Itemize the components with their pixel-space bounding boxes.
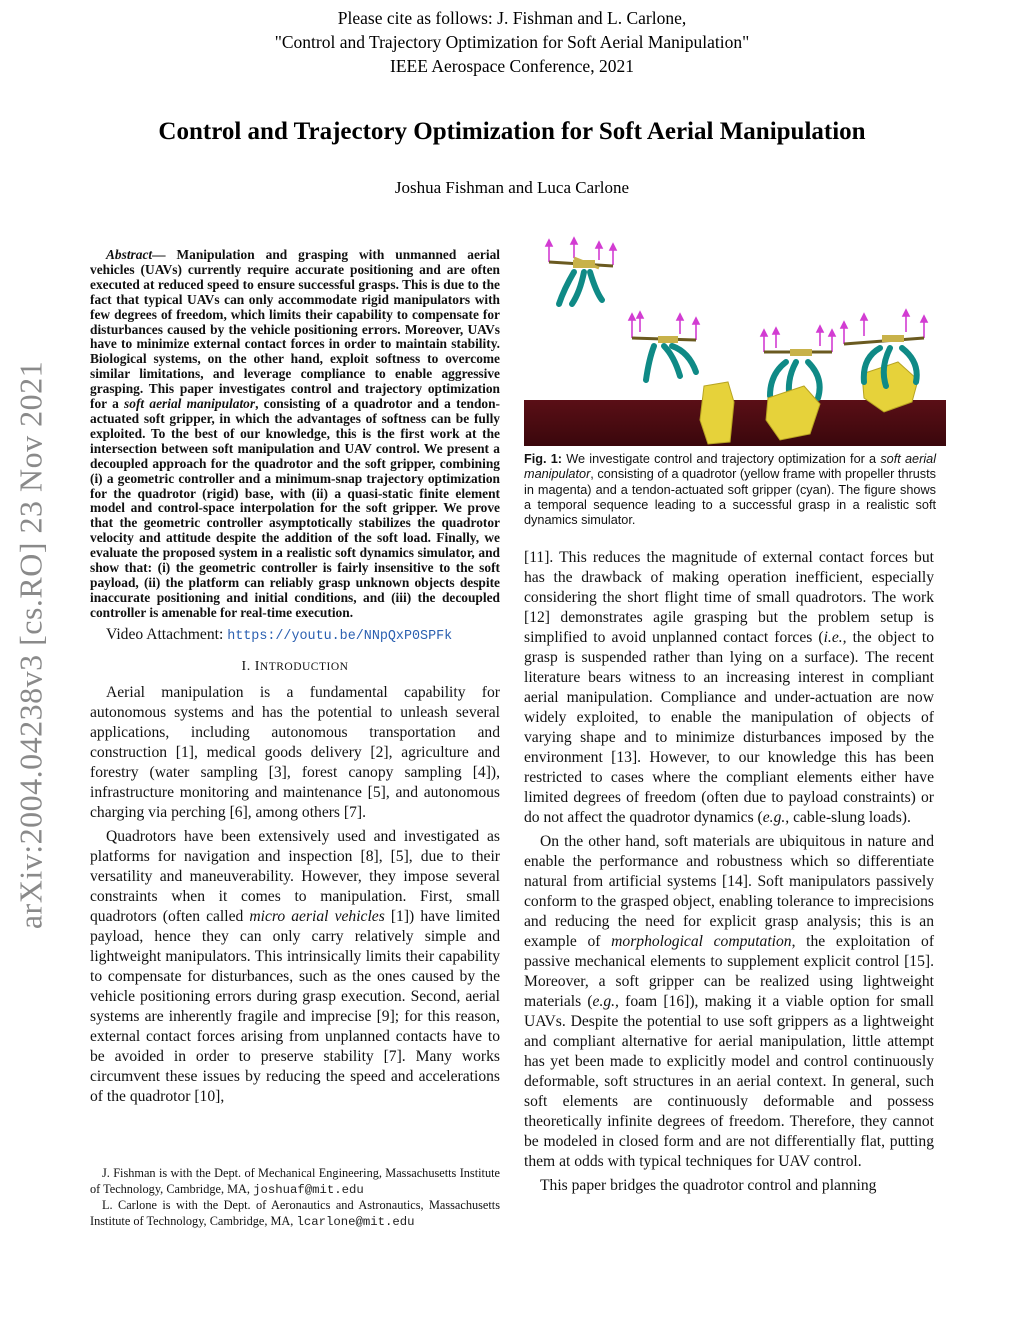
intro-right-paragraph-2 — [524, 832, 934, 1172]
intro-r2-emphasis-1: morphological computation — [611, 933, 792, 950]
arxiv-sidebar — [2, 345, 60, 945]
quadrotor-frame-3 — [761, 326, 835, 356]
figure-1-caption-emphasis: soft aerial manipulator — [524, 452, 937, 482]
right-column — [524, 548, 934, 1196]
arxiv-identifier: arXiv:2004.04238v3 [cs.RO] 23 Nov 2021 — [12, 360, 49, 930]
footnote-fishman — [90, 1166, 500, 1198]
intro-r1-emphasis-2: e.g., — [762, 809, 790, 826]
footnote-2-email[interactable]: lcarlone@mit.edu — [296, 1214, 415, 1229]
video-attachment — [90, 625, 500, 647]
citation-header — [0, 6, 1024, 78]
figure-1-label: Fig. 1: — [524, 452, 563, 466]
intro-p2-text-a: Quadrotors have been extensively used and investigated as platforms for navigation and inspection [8], [5], due to their versatility and maneuverability. However, they impose several constraints when it comes to manipulation. First, small quadrotors (often called — [90, 827, 500, 925]
intro-right-paragraph-3: This paper bridges the quadrotor control and planning — [540, 1177, 877, 1194]
intro-r2-text-a: On the other hand, soft materials are ubiquitous in nature and enable the performance and robustness which so differentiate natural from artificial systems [14]. Soft manipulators passively conform to the grasped object, enabling tolerance to imprecisions and reducing the need for explicit grasp analysis; this is an example of — [524, 833, 934, 950]
abstract-text-b: , consisting of a quadrotor and a tendon-actuated soft gripper, in which the advantages of softness can be fully exploited. To the best of our knowledge, this is the first work at the intersection between soft manipulation and UAV control. We present a decoupled approach for the quadrotor and the soft gripper, combining (i) a geometric controller and a minimum-snap trajectory optimization for the quadrotor (rigid) base, with (ii) a quasi-static finite element model and control-space interpolation for the soft gripper. We prove that the geometric controller asymptotically stabilizes the quadrotor velocity and attitude despite the addition of the soft load. Finally, we evaluate the proposed system in a realistic soft dynamics simulator, and show that: (i) the geometric controller is fairly insensitive to the soft payload, (ii) the platform can reliably grasp unknown objects despite inaccurate positioning and initial conditions, and (iii) the decoupled controller is amenable for real-time execution. — [90, 396, 501, 620]
abstract-dash: — — [152, 247, 177, 262]
footnote-2-text: L. Carlone is with the Dept. of Aeronautics and Astronautics, Massachusetts Institute of Technology, Cambridge, MA, — [90, 1198, 500, 1228]
intro-paragraph-1: Aerial manipulation is a fundamental capability for autonomous systems and has the potential to unleash several applications, including autonomous transportation and construction [1], medical goods delivery [2], agriculture and forestry (water sampling [3], forest canopy sampling [4]), infrastructure monitoring and maintenance [5], and autonomous charging via perching [6], among others [7]. — [90, 683, 500, 821]
quadrotor-frame-4 — [841, 310, 927, 344]
citation-line-3: IEEE Aerospace Conference, 2021 — [390, 56, 634, 76]
figure-1-caption — [524, 452, 936, 528]
paper-authors: Joshua Fishman and Luca Carlone — [394, 178, 630, 197]
figure-1-image — [524, 234, 946, 446]
grasp-object-1 — [700, 382, 734, 444]
video-link[interactable]: https://youtu.be/NNpQxP0SPFk — [227, 628, 453, 644]
abstract — [90, 248, 500, 621]
intro-p2-text-b: [1]) have limited payload, hence they can only carry relatively simple and lightweight manipulators. This intrinsically limits their capability to compensate for disturbances, such as the ones caused by the vehicle positioning errors during grasp execution. Second, aerial systems are inherently fragile and imprecise [9]; for this reason, external contact forces arising from unplanned contacts have to be avoided in order to preserve stability [7]. Many works circumvent these issues by reducing the speed and accelerations of the quadrotor [10], — [90, 907, 501, 1105]
abstract-label: Abstract — [106, 247, 153, 262]
section-number: I. — [241, 658, 255, 674]
abstract-emphasis: soft aerial manipulator — [124, 396, 256, 412]
intro-r1-text-a: [11]. This reduces the magnitude of external contact forces but has the drawback of making operation inefficient, especially considering the short flight time of small quadrotors. The work [12] demonstrates agile grasping but the problem setup is simplified to avoid unplanned contact forces ( — [524, 549, 934, 646]
left-column — [90, 248, 500, 1107]
footnote-1-email[interactable]: joshuaf@mit.edu — [253, 1182, 364, 1197]
video-label: Video Attachment: — [106, 625, 228, 643]
intro-paragraph-2 — [90, 827, 500, 1107]
figure-1-caption-a: We investigate control and trajectory optimization for a — [562, 452, 881, 466]
section-rest: NTRODUCTION — [259, 660, 349, 673]
intro-r1-text-b: the object to grasp is suspended rather than lying on a surface). The recent literature bears witness to an increasing interest in compliant aerial manipulation. Compliance and under-actuation are now widely exploited, to enable the manipulation of objects of varying shape and to minimize disturbances imposed by the environment [13]. However, to our knowledge this has been restricted to cases where the compliant elements either have limited degrees of freedom (often due to payload constraints) or do not affect the quadrotor dynamics ( — [524, 629, 934, 826]
footnote-1-text: J. Fishman is with the Dept. of Mechanical Engineering, Massachusetts Institute of Technology, Cambridge, MA, — [90, 1166, 500, 1196]
citation-line-2: "Control and Trajectory Optimization for Soft Aerial Manipulation" — [274, 32, 750, 52]
intro-p2-emphasis: micro aerial vehicles — [249, 907, 385, 925]
paper-title: Control and Trajectory Optimization for Soft Aerial Manipulation — [158, 118, 866, 145]
soft-gripper-1 — [559, 272, 602, 304]
figure-1-illustration — [524, 234, 946, 446]
intro-r2-text-c: foam [16]), making it a viable option for small UAVs. Despite the potential to use soft grippers as a lightweight and compliant alternative for aerial manipulation, little attempt has yet been made to explicitly model and control continuously deformable, soft structures in an aerial context. In general, such soft elements are continuously deformable and possess theoretically infinite degrees of freedom. Therefore, they cannot be modeled in closed form and are not differentially flat, putting them at odds with typical techniques for UAV control. — [524, 993, 934, 1170]
intro-r2-emphasis-2: e.g., — [592, 993, 619, 1010]
footnote-carlone — [90, 1198, 500, 1230]
intro-r1-text-c: cable-slung loads). — [789, 809, 911, 826]
affiliation-footnotes — [90, 1166, 500, 1230]
intro-right-paragraph-1 — [524, 548, 934, 828]
soft-gripper-2 — [646, 346, 696, 380]
intro-r1-emphasis-1: i.e., — [823, 629, 847, 646]
quadrotor-frame-1 — [546, 238, 616, 268]
section-heading-introduction — [90, 657, 500, 677]
quadrotor-frame-2 — [629, 312, 699, 343]
intro-r2-text-b: , the exploitation of passive mechanical elements to supplement explicit control [15]. Moreover, a soft gripper can be realized using lightweight materials ( — [524, 933, 935, 1010]
abstract-text-a: Manipulation and grasping with unmanned aerial vehicles (UAVs) currently require accurate positioning and are often executed at reduced speed to ensure successful grasps. This is due to the fact that typical UAVs can only accommodate rigid manipulators with few degrees of freedom, which limits their capability to compensate for disturbances caused by the vehicle positioning errors. Moreover, UAVs have to minimize external contact forces in order to maintain stability. Biological systems, on the other hand, exploit softness to overcome similar limitations, and leverage compliance to enable aggressive grasping. This paper investigates control and trajectory optimization for a — [90, 247, 500, 412]
section-initial: I — [254, 658, 260, 674]
citation-line-1: Please cite as follows: J. Fishman and L. Carlone, — [337, 8, 687, 28]
figure-1-caption-b: , consisting of a quadrotor (yellow frame with propeller thrusts in magenta) and a tendon-actuated soft gripper (cyan). The figure shows a temporal sequence leading to a successful grasp in a realistic soft dynamics simulator. — [524, 467, 936, 528]
